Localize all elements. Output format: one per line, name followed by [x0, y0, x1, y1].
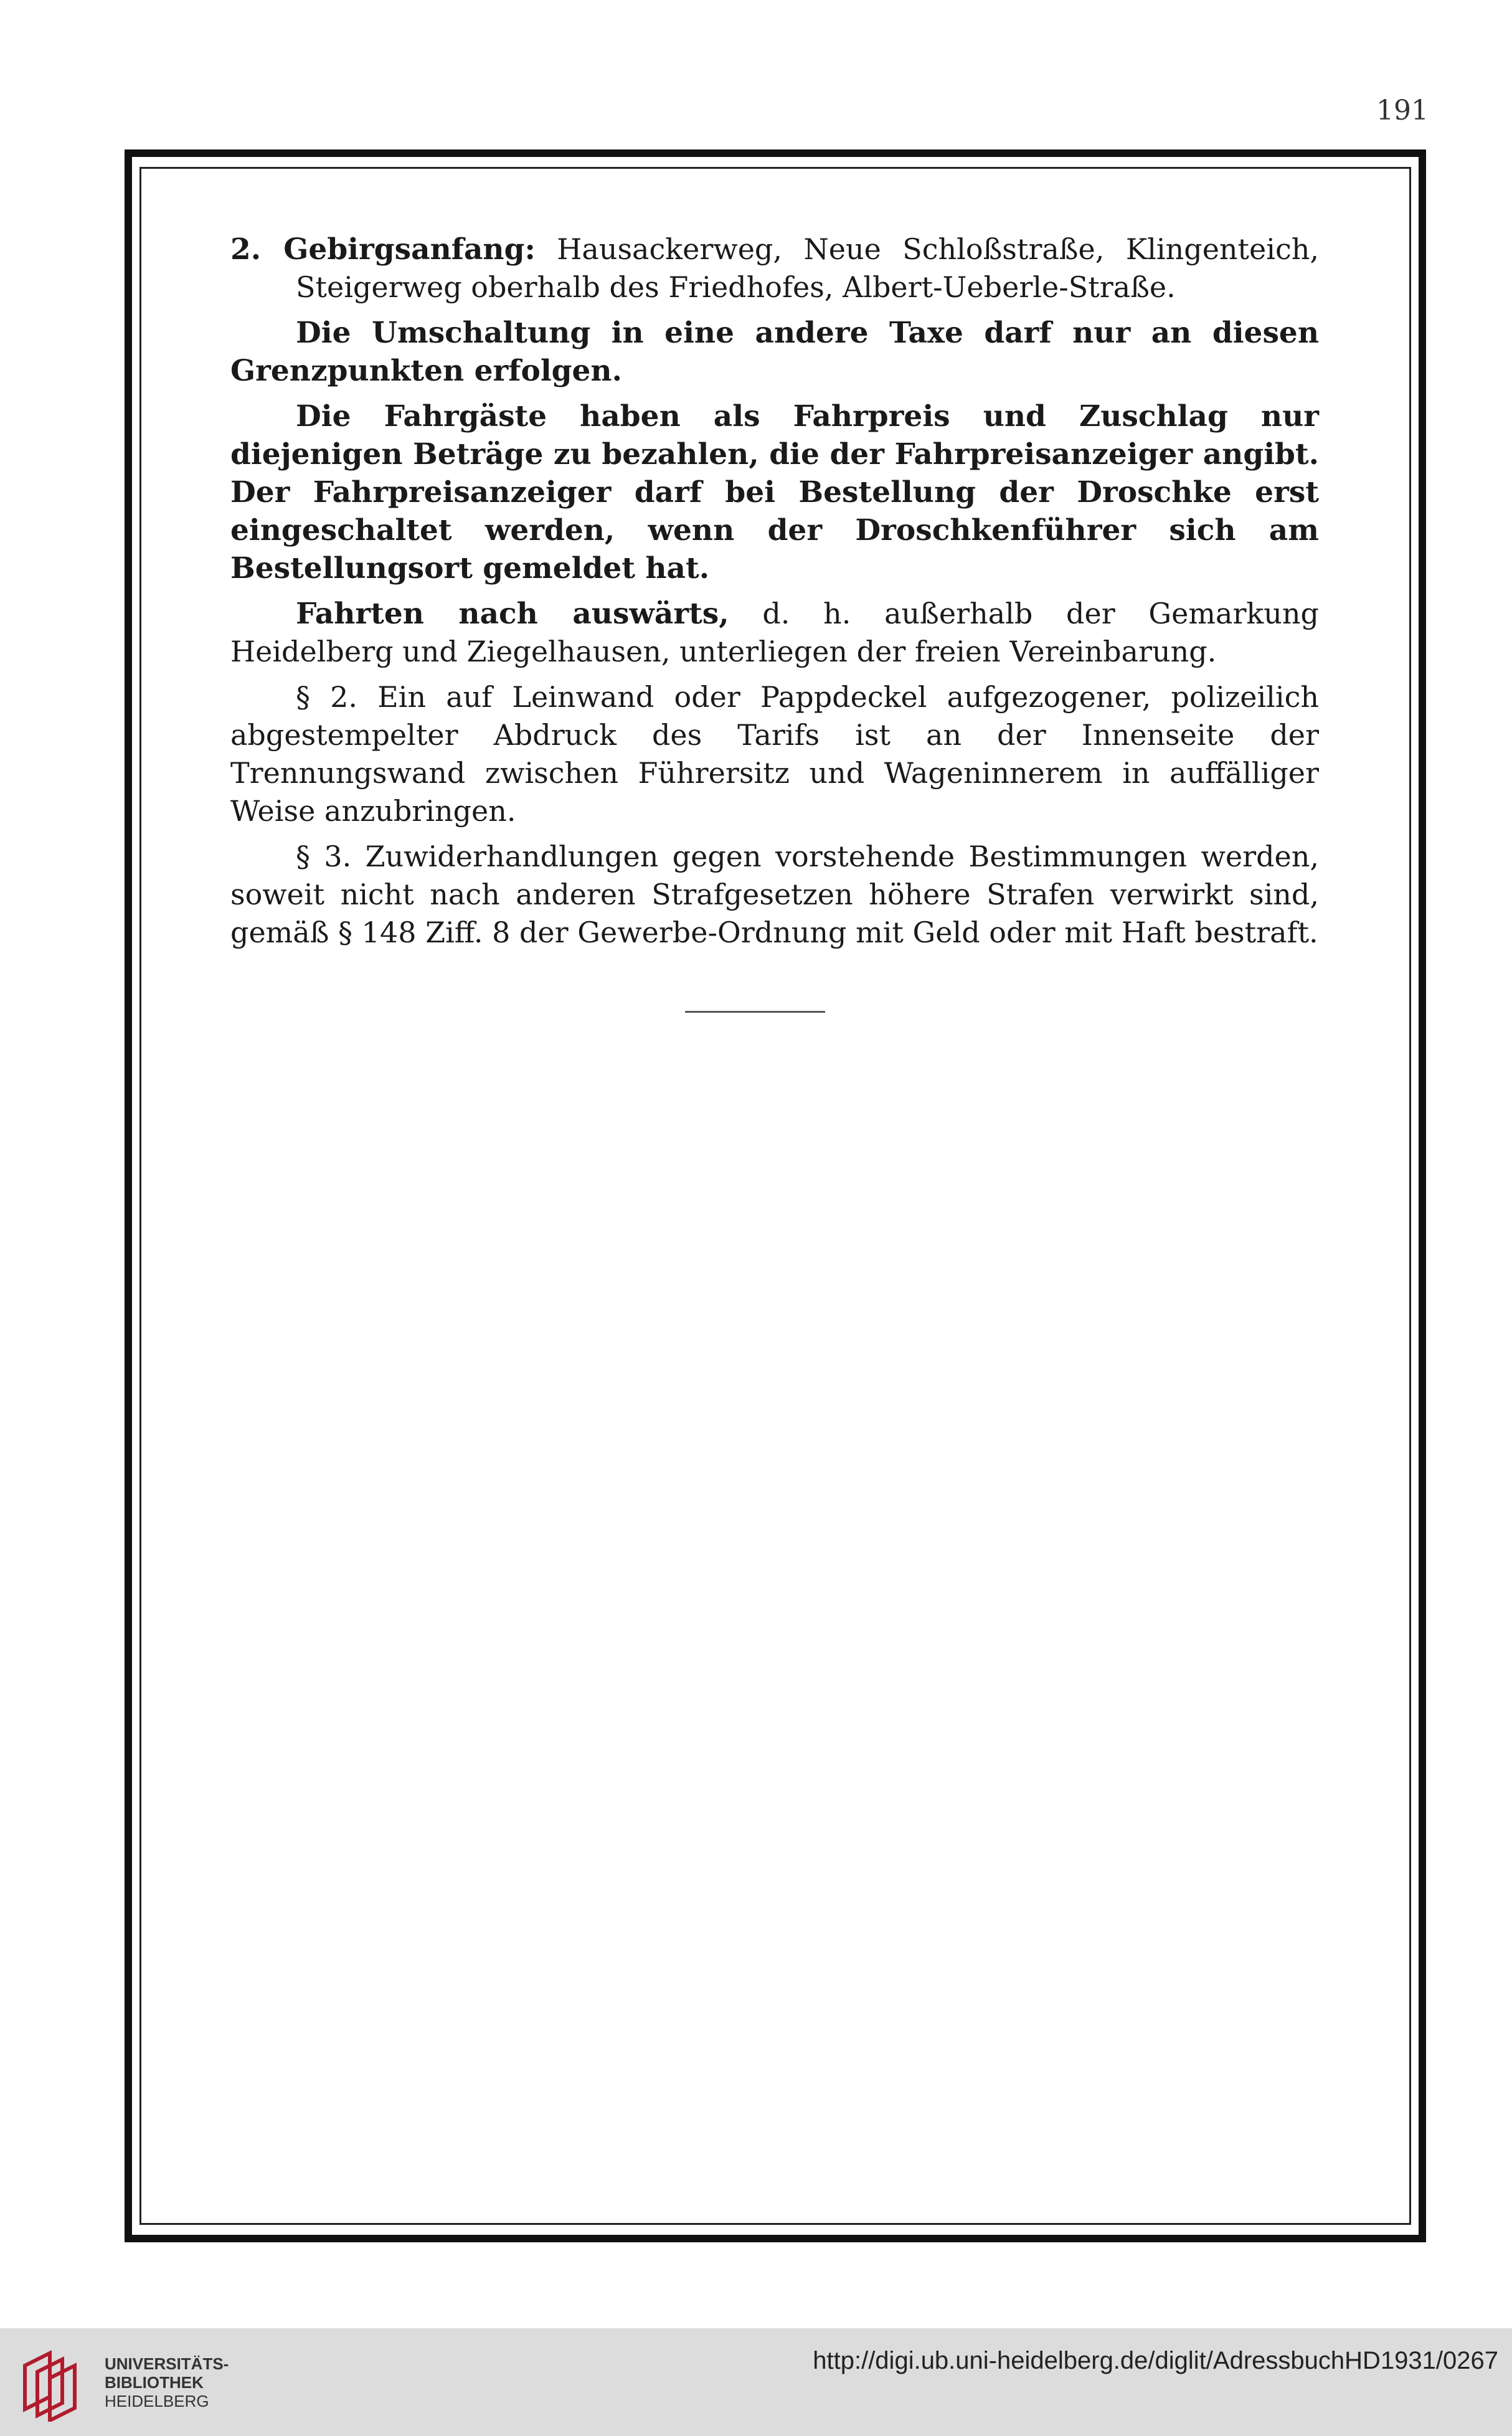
- source-url-link[interactable]: http://digi.ub.uni-heidelberg.de/diglit/AdressbuchHD1931/0267: [813, 2347, 1498, 2374]
- border-right: [1419, 149, 1426, 2242]
- paragraph-umschaltung: Die Umschaltung in eine andere Taxe darf nur an diesen Grenzpunkten erfolgen.: [230, 316, 1319, 388]
- library-logo-icon: [12, 2341, 93, 2422]
- gebirgsanfang-heading: 2. Gebirgsanfang:: [230, 232, 536, 267]
- library-name-line3: HEIDELBERG: [105, 2392, 209, 2410]
- border-top: [125, 149, 1426, 157]
- paragraph-fahrgaeste: Die Fahrgäste haben als Fahrpreis und Zuschlag nur diejenigen Beträge zu bezahlen, die der Fahrpreisanzeiger angibt. Der Fahrpreisanzeiger darf bei Bestellung der Droschke erst eingeschaltet werden, wenn der Droschkenführer sich am Bestellungsort gemeldet hat.: [230, 399, 1319, 585]
- paragraph-section-2: § 2. Ein auf Leinwand oder Pappdeckel aufgezogener, polizeilich abgestempelter Abdruck des Tarifs ist an der Innenseite der Trennungswand zwischen Führersitz und Wageninnerem in auffälliger Weise anzubringen.: [230, 680, 1319, 828]
- library-name-line2: BIBLIOTHEK: [105, 2373, 204, 2392]
- library-name: [105, 2354, 229, 2410]
- paragraph-gebirgsanfang: [230, 230, 1319, 306]
- separator-line: [685, 1011, 825, 1013]
- page-number: 191: [1376, 95, 1429, 126]
- fahrten-heading: Fahrten nach auswärts,: [296, 597, 729, 631]
- gebirgsanfang-text: Hausackerweg, Neue Schloßstraße, Klingenteich, Steigerweg oberhalb des Friedhofes, Albert-Ueberle-Straße.: [296, 232, 1319, 304]
- border-left: [125, 149, 132, 2242]
- document-body: [230, 230, 1319, 959]
- fahrten-text: d. h. außerhalb der Gemarkung Heidelberg und Ziegelhausen, unterliegen der freien Vereinbarung.: [230, 597, 1320, 668]
- footer-bar: [0, 2328, 1512, 2436]
- library-name-line1: UNIVERSITÄTS-: [105, 2354, 229, 2373]
- paragraph-section-3: § 3. Zuwiderhandlungen gegen vorstehende Bestimmungen werden, soweit nicht nach anderen Strafgesetzen höhere Strafen verwirkt sind, gemäß § 148 Ziff. 8 der Gewerbe-Ordnung mit Geld oder mit Haft bestraft.: [230, 840, 1319, 949]
- paragraph-fahrten-auswaerts: [230, 595, 1319, 671]
- border-bottom: [125, 2235, 1426, 2242]
